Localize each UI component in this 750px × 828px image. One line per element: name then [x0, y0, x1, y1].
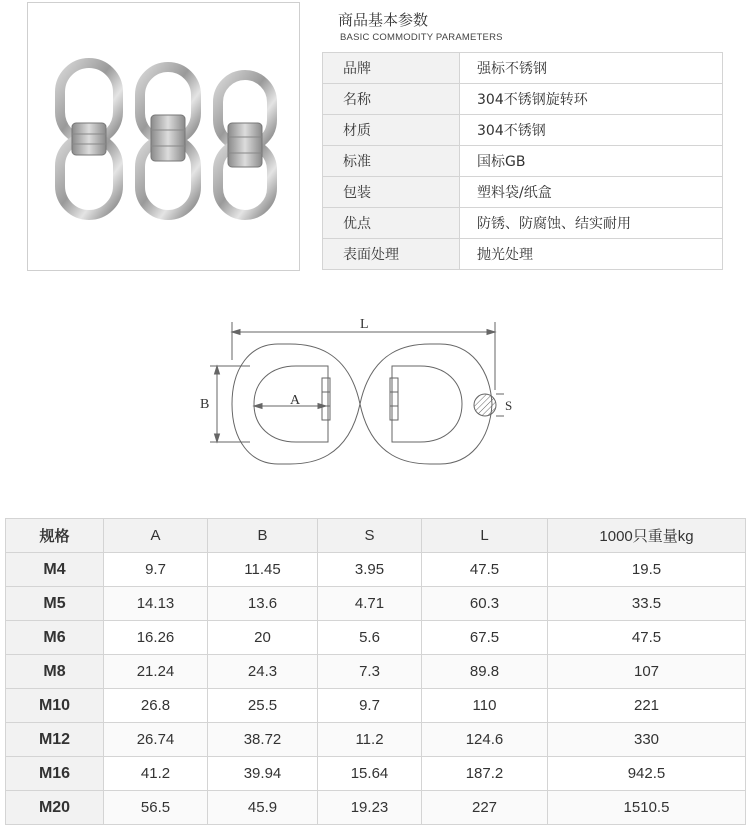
params-row	[323, 146, 723, 177]
spec-cell: 107	[548, 655, 746, 689]
label-a: A	[290, 393, 301, 408]
param-value: 防锈、防腐蚀、结实耐用	[460, 208, 723, 239]
spec-size: M16	[6, 757, 104, 791]
spec-cell: 19.5	[548, 553, 746, 587]
params-row	[323, 115, 723, 146]
spec-row	[6, 655, 746, 689]
spec-cell: 5.6	[318, 621, 422, 655]
params-row	[323, 84, 723, 115]
params-row	[323, 53, 723, 84]
label-l: L	[360, 317, 369, 332]
param-value: 塑料袋/纸盒	[460, 177, 723, 208]
spec-header: 1000只重量kg	[548, 519, 746, 553]
spec-cell: 16.26	[104, 621, 208, 655]
spec-cell: 38.72	[208, 723, 318, 757]
spec-cell: 187.2	[422, 757, 548, 791]
spec-cell: 9.7	[318, 689, 422, 723]
swivel-ring-photo	[28, 3, 300, 271]
params-row	[323, 177, 723, 208]
param-value: 304不锈钢旋转环	[460, 84, 723, 115]
spec-cell: 33.5	[548, 587, 746, 621]
spec-size: M12	[6, 723, 104, 757]
param-value: 304不锈钢	[460, 115, 723, 146]
spec-cell: 11.45	[208, 553, 318, 587]
spec-cell: 26.8	[104, 689, 208, 723]
spec-cell: 13.6	[208, 587, 318, 621]
spec-header-row	[6, 519, 746, 553]
spec-cell: 56.5	[104, 791, 208, 825]
param-key: 表面处理	[323, 239, 460, 270]
param-key: 材质	[323, 115, 460, 146]
spec-cell: 1510.5	[548, 791, 746, 825]
label-b: B	[200, 397, 210, 412]
spec-cell: 47.5	[422, 553, 548, 587]
spec-cell: 39.94	[208, 757, 318, 791]
spec-row	[6, 587, 746, 621]
spec-cell: 7.3	[318, 655, 422, 689]
spec-cell: 221	[548, 689, 746, 723]
spec-cell: 4.71	[318, 587, 422, 621]
params-table	[322, 52, 723, 270]
spec-size: M8	[6, 655, 104, 689]
spec-header: B	[208, 519, 318, 553]
spec-size: M6	[6, 621, 104, 655]
spec-cell: 45.9	[208, 791, 318, 825]
spec-cell: 3.95	[318, 553, 422, 587]
params-title: 商品基本参数	[338, 11, 429, 29]
spec-cell: 19.23	[318, 791, 422, 825]
param-key: 标准	[323, 146, 460, 177]
spec-header: A	[104, 519, 208, 553]
label-s: S	[505, 398, 513, 413]
spec-size: M20	[6, 791, 104, 825]
spec-header: 规格	[6, 519, 104, 553]
spec-cell: 330	[548, 723, 746, 757]
product-photo	[27, 2, 300, 271]
spec-cell: 67.5	[422, 621, 548, 655]
param-key: 名称	[323, 84, 460, 115]
spec-header: S	[318, 519, 422, 553]
spec-cell: 24.3	[208, 655, 318, 689]
spec-header: L	[422, 519, 548, 553]
param-value: 国标GB	[460, 146, 723, 177]
spec-size: M10	[6, 689, 104, 723]
spec-row	[6, 757, 746, 791]
param-key: 品牌	[323, 53, 460, 84]
diagram-outline	[210, 322, 504, 464]
spec-cell: 110	[422, 689, 548, 723]
param-value: 抛光处理	[460, 239, 723, 270]
dimension-diagram	[190, 300, 530, 480]
spec-table	[5, 518, 746, 825]
spec-cell: 26.74	[104, 723, 208, 757]
spec-cell: 124.6	[422, 723, 548, 757]
spec-cell: 20	[208, 621, 318, 655]
spec-cell: 942.5	[548, 757, 746, 791]
spec-cell: 227	[422, 791, 548, 825]
params-subtitle: BASIC COMMODITY PARAMETERS	[340, 32, 503, 43]
param-key: 包装	[323, 177, 460, 208]
spec-size: M5	[6, 587, 104, 621]
spec-cell: 15.64	[318, 757, 422, 791]
spec-cell: 11.2	[318, 723, 422, 757]
param-value: 强标不锈钢	[460, 53, 723, 84]
spec-row	[6, 723, 746, 757]
params-row	[323, 208, 723, 239]
spec-cell: 60.3	[422, 587, 548, 621]
spec-cell: 21.24	[104, 655, 208, 689]
spec-cell: 14.13	[104, 587, 208, 621]
spec-size: M4	[6, 553, 104, 587]
spec-row	[6, 791, 746, 825]
spec-cell: 89.8	[422, 655, 548, 689]
spec-row	[6, 553, 746, 587]
spec-cell: 47.5	[548, 621, 746, 655]
spec-cell: 41.2	[104, 757, 208, 791]
spec-cell: 9.7	[104, 553, 208, 587]
spec-row	[6, 621, 746, 655]
params-row	[323, 239, 723, 270]
param-key: 优点	[323, 208, 460, 239]
spec-row	[6, 689, 746, 723]
spec-cell: 25.5	[208, 689, 318, 723]
